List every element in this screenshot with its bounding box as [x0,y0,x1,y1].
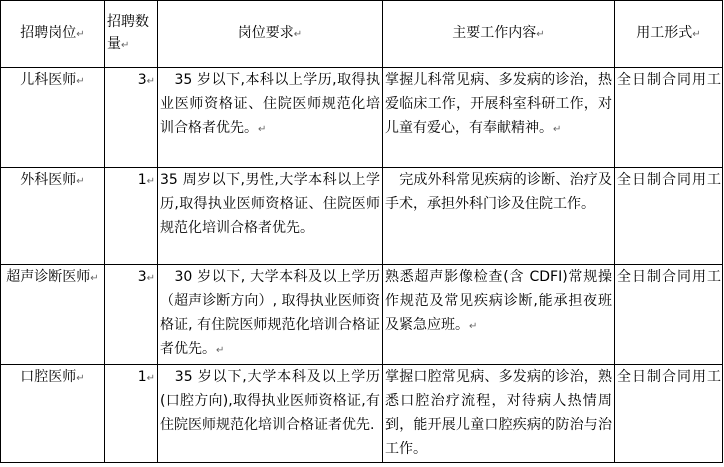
cell-employment: 全日制合同用工 [615,68,723,168]
header-row [1,1,723,68]
table-row [1,68,723,168]
cell-position: 口腔医师↵ [1,365,105,463]
table-row [1,365,723,463]
cell-employment: 全日制合同用工 [615,365,723,463]
cell-employment: 全日制合同用工 [615,265,723,365]
cell-requirements: 35 周岁以下,男性,大学本科以上学历,取得执业医师资格证、住院医师规范化培训合格者优先。 [158,168,383,265]
header-employment: 用工形式↵ [615,1,723,68]
cell-requirements: 30 岁以下, 大学本科及以上学历（超声诊断方向）, 取得执业医师资格证, 有住院医师规范化培训合格证者优先。↵ [158,265,383,365]
header-position: 招聘岗位↵ [1,1,105,68]
cell-position: 儿科医师↵ [1,68,105,168]
header-requirements: 岗位要求↵ [158,1,383,68]
cell-duties: 掌握儿科常见病、多发病的诊治，热爱临床工作，开展科室科研工作，对儿童有爱心，有奉献精神。↵ [383,68,615,168]
cell-duties: 熟悉超声影像检查(含 CDFI)常规操作规范及常见疾病诊断,能承担夜班及紧急应班。↵ [383,265,615,365]
cell-duties: 掌握口腔常见病、多发病的诊治，熟悉口腔治疗流程，对待病人热情周到，能开展儿童口腔疾病的防治与治工作。 [383,365,615,463]
cell-count: 3↵ [105,265,158,365]
header-duties: 主要工作内容↵ [383,1,615,68]
cell-requirements: 35 岁以下,本科以上学历,取得执业医师资格证、住院医师规范化培训合格者优先。↵ [158,68,383,168]
cell-count: 3↵ [105,68,158,168]
table-row [1,168,723,265]
header-count: 招聘数量↵ [105,1,158,68]
table-row [1,265,723,365]
cell-position: 外科医师↵ [1,168,105,265]
cell-position: 超声诊断医师↵ [1,265,105,365]
cell-requirements: 35 岁以下,大学本科及以上学历(口腔方向),取得执业医师资格证,有住院医师规范化培训合格证者优先. [158,365,383,463]
cell-employment: 全日制合同用工 [615,168,723,265]
cell-count: 1↵ [105,168,158,265]
cell-count: 1↵ [105,365,158,463]
cell-duties: 完成外科常见疾病的诊断、治疗及手术，承担外科门诊及住院工作。 [383,168,615,265]
